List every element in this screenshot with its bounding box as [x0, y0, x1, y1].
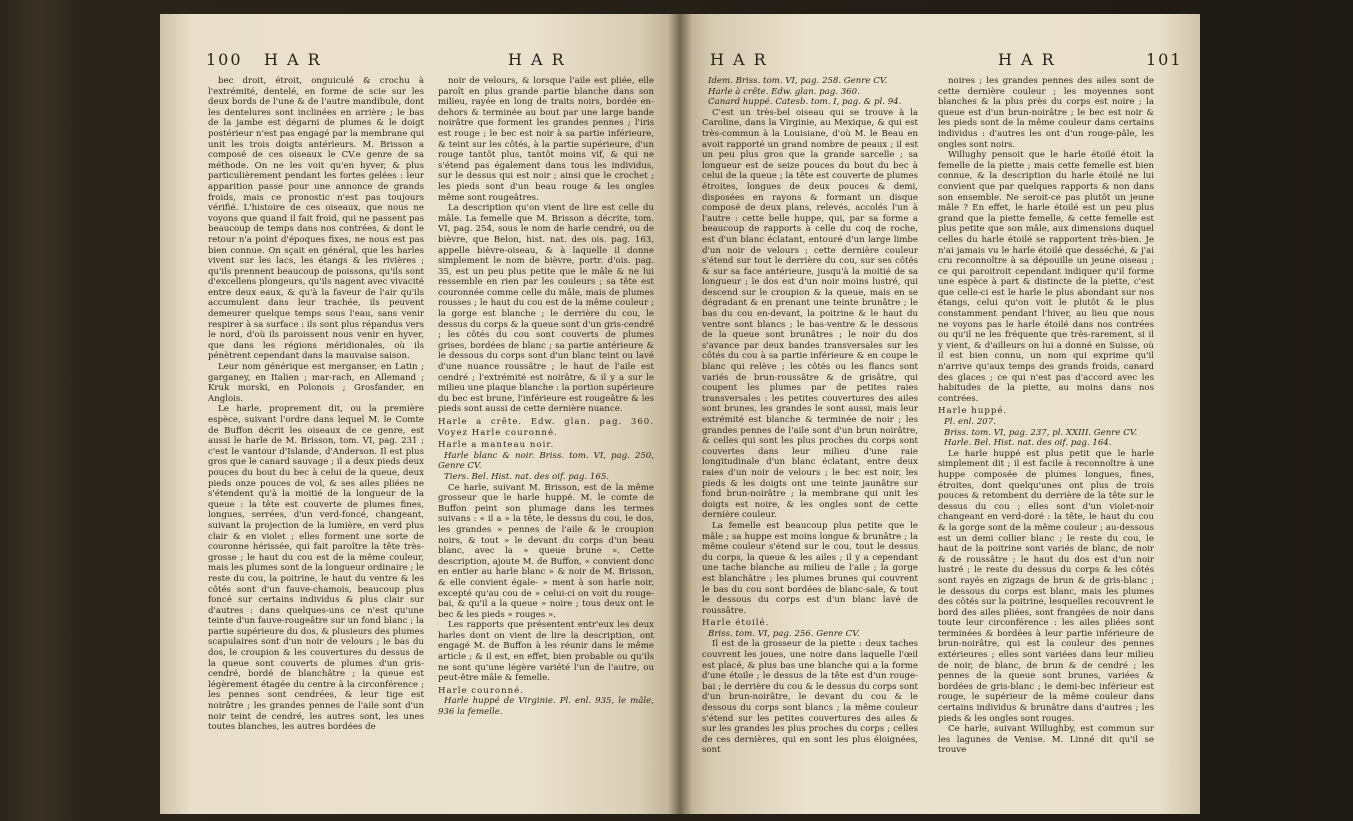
book-gutter	[668, 14, 692, 814]
body-paragraph: La femelle est beaucoup plus petite que le mâle ; sa huppe est moins longue & brunâtre ; la même couleur s'étend sur le cou, tout le dessus du corps, la queue & les ailes ; il y a cependant une tache blanche au milieu de l'aile ; la gorge est blanchâtre ; les plumes brunes qui couvrent le bas du cou sont bordées de blanc-sale, & tout le dessous du corps est d'un blanc lavé de roussâtre.	[702, 520, 918, 616]
running-title: H A R	[710, 50, 768, 69]
body-paragraph: Le harle, proprement dit, ou la première espèce, suivant l'ordre dans lequel M. le Comte de Buffon décrit les oiseaux de ce genre, est aussi le harle de M. Brisson, tom. VI, pag. 231 ; c'est le vantour d'Islande, d'Anderson. Il est plus gros que le canard sauvage ; il a deux pieds deux pouces du bout du bec à celui de la queue, deux pieds onze pouces de vol, & ses ailes pliées ne s'étendent qu'à la moitié de la longueur de la queue : la tête est couverte de plumes fines, longues, serrées, d'un verd-foncé, changeant, suivant la projection de la lumière, en verd plus clair & en violet ; elles forment une sorte de couronne hérissée, qui fait paroître la tête très-grosse ; le haut du cou est de la même couleur, mais les plumes sont de la longueur ordinaire ; le reste du cou, la poitrine, le haut du ventre & les côtés sont d'un fauve-chamois, beaucoup plus foncé sur certains individus & plus clair sur d'autres : dans quelques-uns ce n'est qu'une teinte d'un fauve-rougeâtre sur un fond blanc ; la partie supérieure du dos, & plusieurs des plumes scapulaires sont d'un noir de velours ; le bas du dos, le croupion & les couvertures du dessus de la queue sont couverts de plumes d'un gris-cendré, bordé de blanchâtre ; la queue est légèrement étagée du centre à la circonférence ; les pennes sont cendrées, & leur tige est noirâtre ; les grandes pennes de l'aile sont d'un noir teint de cendré, les autres sont, les unes toutes blanches, les autres bordées de	[208, 404, 424, 733]
text-column	[702, 76, 918, 796]
citation-line: Briss. tom. VI, pag. 237, pl. XXIII. Genre CV.	[944, 427, 1138, 438]
citation-line: Tiers. Bel. Hist. nat. des oif. pag. 165.	[444, 471, 610, 482]
body-paragraph: Le harle huppé est plus petit que le harle simplement dit ; il est facile à reconnoître à une huppe composée de plumes longues, fines, étroites, dont quelqu'unes ont plus de trois pouces & retombent du derrière de la tête sur le dessus du cou ; elles sont d'un violet-noir changeant en verd-doré : la tête, le haut du cou & la gorge sont de la même couleur ; au-dessous est un demi collier blanc ; le reste du cou, le haut de la poitrine sont variés de blanc, de noir & de roussâtre ; le haut du dos est d'un noir lustré ; le reste du dessus du corps & les côtés sont rayés en zigzags de brun & de gris-blanc ; le dessous du corps est blanc, mais les plumes des côtés sur la poitrine, lesquelles recouvrent le bord des ailes pliées, sont frangées de noir dans toute leur circonférence : les ailes pliées sont terminées & bordées à leur partie inférieure de brun-noirâtre, qui est la couleur des pennes extérieures ; elles sont variées dans leur milieu de noir, de blanc, de brun & de cendré ; les pennes de la queue sont brunes, variées & bordées de gris-blanc ; le demi-bec inférieur est rouge, le supérieur de la même couleur dans certains individus & brunâtre dans d'autres ; les pieds & les ongles sont rouges.	[938, 448, 1154, 724]
body-paragraph: Ce harle, suivant M. Brisson, est de la même grosseur que le harle huppé. M. le comte de Buffon peint son plumage dans les termes suivans : « il a » la tête, le dessus du cou, le dos, les grandes » pennes de l'aile & le croupion noirs, & tout » le devant du corps d'un beau blanc, avec la » queue brune ». Cette description, ajoute M. de Buffon, « convient donc en entier au harle blanc » & noir de M. Brisson, & elle convient égale- » ment à son harle noir, excepté qu'au cou de » celui-ci on voit du rouge-bai, & qu'il a la queue » noire ; tous deux ont le bec & les pieds » rouges ».	[438, 482, 654, 620]
citation-line: Harle huppé de Virginie. Pl. enl. 935, le mâle, 936 la femelle.	[438, 696, 654, 718]
running-title: H A R	[508, 50, 566, 69]
body-paragraph: Willughy pensoit que le harle étoilé étoit la femelle de la piette ; mais cette femelle est bien connue, & la description du harle étoilé ne lui convient que par quelques rapports & non dans son ensemble. Ne seroit-ce pas plutôt un jeune mâle ? En effet, le harle étoilé est un peu plus grand que la piette femelle, & cette femelle est plus petite que son mâle, aux dimensions duquel celles du harle étoilé se rapportent très-bien. Je n'ai jamais vu le harle étoilé que desséché, & j'ai cru reconnoître à sa dépouille un jeune oiseau ; ce qui paroitroit cependant indiquer qu'il forme une espèce à part & distincte de la piette, c'est que celle-ci est le harle le plus abondant sur nos étangs, celui qu'on voit le plutôt & le plus constamment pendant l'hiver, au lieu que nous ne voyons pas le harle étoilé dans nos contrées ou qu'il ne les fréquente que très-rarement, si il y vient, & d'ailleurs on lui a donné en Suisse, où il est bien connu, un nom qui exprime qu'il n'arrive qu'aux temps des grands froids, canard des glaces ; ce qui n'est pas d'accord avec les habitudes de la piette, au moins dans nos contrées.	[938, 150, 1154, 404]
right-page	[680, 14, 1200, 814]
citation-line: Harle. Bel. Hist. nat. des oif. pag. 164.	[944, 438, 1112, 449]
body-paragraph: C'est un très-bel oiseau qui se trouve à la Caroline, dans la Virginie, au Mexique, & qui est très-commun à la Louisiane, d'où M. le Beau en avoit rapporté un grand nombre de peaux ; il est un peu plus gros que la grande sarcelle ; sa longueur est de seize pouces du bout du bec à celui de la queue ; la tête est couverte de plumes étroites, longues de deux pouces & demi, disposées en rayons & formant un disque composé de deux plans, relevés, accolés l'un à l'autre : cette belle huppe, qui, par sa forme a beaucoup de rapports à celle du coq de roche, est d'un blanc éclatant, entouré d'un large limbe d'un noir de velours ; cette dernière couleur s'étend sur tout le derrière du cou, sur ses côtés & sur sa face antérieure, jusqu'à la moitié de sa longueur ; le dos est d'un noir moins lustré, qui descend sur le croupion & la queue, mais en se dégradant & en prenant une teinte brunâtre ; le bas du cou en-devant, la poitrine & le haut du ventre sont blancs ; le bas-ventre & le dessous de la queue sont brunâtres ; le noir du dos s'avance par deux bandes transversales sur les côtés du cou à sa partie inférieure & en coupe le blanc qui relève ; les côtés ou les flancs sont variés de brun-roussâtre & de grisâtre, qui coupent les plumes par de petites raies transversales : les petites couvertures des ailes sont brunes, les grandes le sont aussi, mais leur extrémité est blanche & terminée de noir ; les grandes pennes de l'aile sont d'un brun noirâtre, & celles qui sont les plus proches du corps sont couvertes dans leur milieu d'une raie longitudinale d'un blanc éclatant, entre deux raies d'un noir de velours ; le bec est noir, les pieds & les doigts ont une teinte jaunâtre sur fond brun-noirâtre ; la membrane qui unit les doigts est noire, & les ongles sont de cette dernière couleur.	[702, 107, 918, 521]
running-title: H A R	[264, 50, 322, 69]
citation-line: Harle blanc & noir. Briss. tom. VI, pag. 250, Genre CV.	[438, 450, 654, 472]
citation-line: Idem. Briss. tom. VI, pag. 258. Genre CV.	[708, 76, 888, 86]
entry-heading: Harle étoilé.	[702, 618, 770, 629]
running-title: H A R	[998, 50, 1056, 69]
body-paragraph: Ce harle, suivant Willughby, est commun sur les lagunes de Venise. M. Linné dit qu'il se trouve	[938, 724, 1154, 756]
text-column	[438, 76, 654, 796]
left-running-head	[160, 50, 680, 70]
body-paragraph: Leur nom générique est merganser, en Latin ; garganey, en Italien ; mar-rach, en Allemand ; Kruk morski, en Polonois ; Grosfander, en Anglois.	[208, 362, 424, 404]
body-paragraph: bec droit, étroit, onguiculé & crochu à l'extrémité, dentelé, en forme de scie sur les deux bords de l'une & de l'autre mandibule, dont les dentelures sont inclinées en arrière ; le bas de la jambe est dégarni de plumes & le doigt postérieur n'est pas engagé par la membrane qui unit les trois doigts antérieurs. M. Brisson a composé de ces oiseaux le CV.e genre de sa méthode. On ne les voit qu'en hyver, & plus particulièrement pendant les fortes gelées : leur apparition passe pour une annonce de grands froids, mais ce pronostic n'est pas toujours vérifié. L'histoire de ces oiseaux, que nous ne voyons que quand il fait froid, qui ne passent pas beaucoup de temps dans nos contrées, & dont le retour n'a point d'époques fixes, ne nous est pas bien connue. On sçait en général, que les harles vivent sur les lacs, les étangs & les rivières ; qu'ils prennent beaucoup de poissons, qu'ils sont d'excellens plongeurs, qu'ils nagent avec vivacité entre deux eaux, & qu'à la faveur de l'air qu'ils accumulent dans leur trachée, ils peuvent demeurer quelque temps sous l'eau, sans venir respirer à sa surface : ils sont plus répandus vers le nord, d'où ils paroissent nous venir en hyver, que dans les régions méridionales, où ils pénètrent cependant dans la mauvaise saison.	[208, 76, 424, 362]
left-page	[160, 14, 680, 814]
entry-heading: Harle a manteau noir.	[438, 440, 555, 451]
entry-heading: Harle couronné.	[438, 685, 524, 696]
citation-line: Harle à crête. Edw. glan. pag. 360.	[708, 86, 860, 97]
body-paragraph: Les rapports que présentent entr'eux les deux harles dont on vient de lire la description, ont engagé M. de Buffon à les réunir dans le même article ; & il est, en effet, bien probable ou qu'ils ne sont qu'une légère variété l'un de l'autre, ou peut-être mâle & femelle.	[438, 620, 654, 684]
page-number: 100	[206, 50, 243, 69]
entry-heading: Harle a crête. Edw. glan. pag. 360. Voyez Harle couronné.	[438, 417, 654, 438]
text-column	[938, 76, 1154, 796]
body-paragraph: noir de velours, & lorsque l'aile est pliée, elle paroît en plus grande partie blanche dans son milieu, rayée en long de traits noirs, bordée en-dehors & terminée au bout par une large bande noirâtre que forment les grandes pennes ; l'iris est rouge ; le bec est noir à sa partie inférieure, & teint sur les côtés, à la partie supérieure, d'un rouge tantôt plus, tantôt moins vif, & qui ne s'étend pas également dans tous les individus, sur le dessus qui est noir ; ainsi que le crochet ; les pieds sont d'un beau rouge & les ongles même sont rougeâtres.	[438, 76, 654, 203]
right-running-head	[680, 50, 1200, 70]
text-column	[208, 76, 424, 796]
body-paragraph: La description qu'on vient de lire est celle du mâle. La femelle que M. Brisson a décrite, tom. VI, pag. 254, sous le nom de harle cendré, ou de bièvre, que Belon, hist. nat. des ois. pag. 163, appelle bièvre-oiseau, & à laquelle il donne simplement le nom de bièvre, portr. d'ois. pag. 35, est un peu plus petite que le mâle & ne lui ressemble en rien par les couleurs ; sa tête est couronnée comme celle du mâle, mais de plumes rousses ; le haut du cou est de la même couleur ; la gorge est blanche ; le derrière du cou, le dessus du corps & la queue sont d'un gris-cendré ; les côtés du cou sont couverts de plumes grises, bordées de blanc ; sa partie antérieure & le dessous du corps sont d'un blanc teint ou lavé d'une nuance roussâtre ; le haut de l'aile est cendré ; l'extrémité est noirâtre, & il y a sur le milieu une plaque blanche : la portion supérieure du bec est brune, l'inférieure est rougeâtre & les pieds sont aussi de cette dernière nuance.	[438, 203, 654, 415]
citation-line: Briss. tom. VI, pag. 256. Genre CV.	[708, 628, 860, 639]
entry-heading: Harle huppé.	[938, 406, 1008, 417]
body-paragraph: noires ; les grandes pennes des ailes sont de cette dernière couleur ; les moyennes sont blanches & la plus près du corps est noire ; la queue est d'un brun-noirâtre ; le bec est noir & les pieds sont de la même couleur dans certains individus : d'autres les ont d'un rouge-pâle, les ongles sont noirs.	[938, 76, 1154, 150]
citation-line: Pl. enl. 207.	[944, 417, 996, 427]
citation-line: Canard huppé. Catesb. tom. I, pag. & pl. 94.	[708, 97, 902, 108]
body-paragraph: Il est de la grosseur de la piette : deux taches couvrent les joues, une noire dans laquelle l'œil est placé, & plus bas une blanche qui a la forme d'une étoile ; le dessus de la tête est d'un rouge-bai ; le derrière du cou & le dessus du corps sont d'un brun-noirâtre, le devant du cou & le dessous du corps sont blancs ; la même couleur s'étend sur les petites couvertures des ailes & sur les grandes les plus proches du corps ; celles de ces dernières, qui en sont les plus éloignées, sont	[702, 639, 918, 756]
page-number: 101	[1146, 50, 1183, 69]
